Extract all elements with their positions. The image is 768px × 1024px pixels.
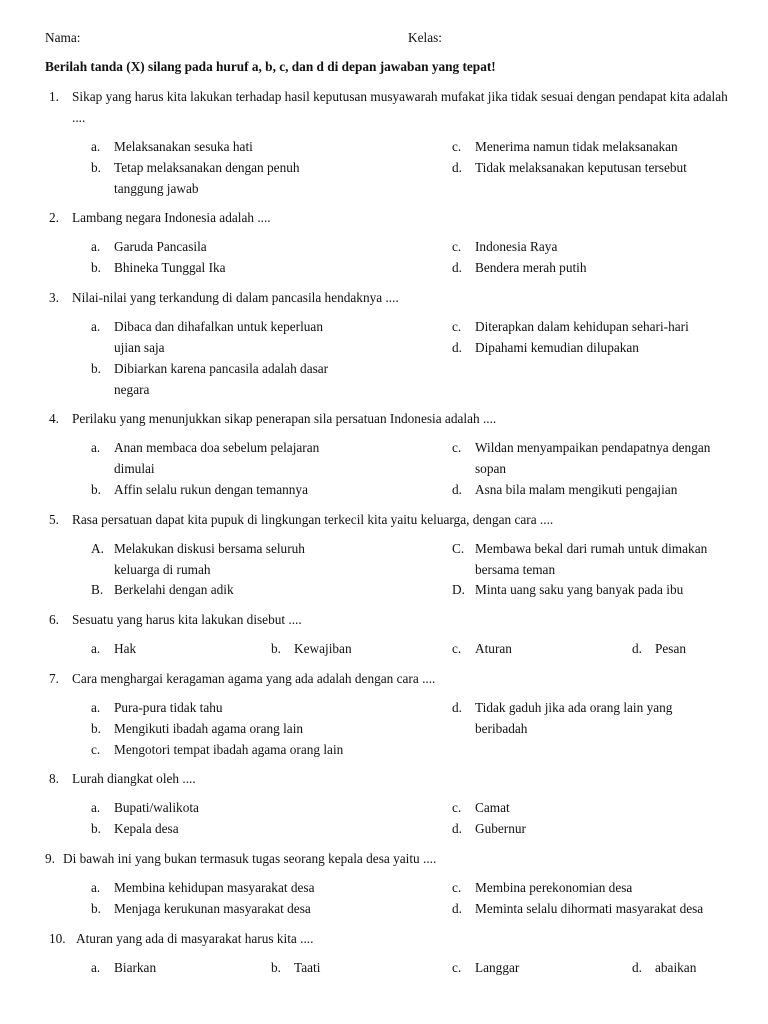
question-text: Di bawah ini yang bukan termasuk tugas seorang kepala desa yaitu ....: [63, 851, 437, 866]
option-label: b.: [91, 721, 101, 736]
question-text: Lurah diangkat oleh ....: [72, 771, 196, 786]
option-label: c.: [452, 440, 462, 455]
option-label: a.: [91, 239, 101, 254]
option-label: a.: [91, 641, 101, 656]
question-number: 8.: [49, 771, 59, 786]
option-label: c.: [452, 239, 462, 254]
option-label: D.: [452, 582, 465, 597]
option-text: Pesan: [655, 641, 687, 656]
option-label: C.: [452, 541, 465, 556]
option-label: d.: [452, 340, 462, 355]
option-text: Melakukan diskusi bersama seluruh keluarga di rumah: [114, 541, 305, 577]
question-number: 10.: [49, 931, 66, 946]
question-number: 7.: [49, 671, 59, 686]
option-text: Kewajiban: [294, 641, 352, 656]
option-label: a.: [91, 139, 101, 154]
option-text: Diterapkan dalam kehidupan sehari-hari: [475, 319, 689, 334]
option-text: Menjaga kerukunan masyarakat desa: [114, 901, 311, 916]
option-label: c.: [452, 800, 462, 815]
option-text: Mengikuti ibadah agama orang lain: [114, 721, 304, 736]
option-label: b.: [271, 960, 281, 975]
option-text: Berkelahi dengan adik: [114, 582, 234, 597]
option-text: Melaksanakan sesuka hati: [114, 139, 253, 154]
option-text: Tidak melaksanakan keputusan tersebut: [475, 160, 687, 175]
option-label: a.: [91, 440, 101, 455]
option-text: Kepala desa: [114, 821, 179, 836]
option-text: Membawa bekal dari rumah untuk dimakan bersama teman: [475, 541, 708, 577]
option-label: d.: [452, 482, 462, 497]
option-text: Dipahami kemudian dilupakan: [475, 340, 639, 355]
option-text: Wildan menyampaikan pendapatnya dengan sopan: [475, 440, 711, 476]
option-label: d.: [452, 260, 462, 275]
option-label: d.: [452, 901, 462, 916]
option-text: Indonesia Raya: [475, 239, 558, 254]
option-text: Dibiarkan karena pancasila adalah dasar negara: [114, 361, 329, 397]
option-text: Membina perekonomian desa: [475, 880, 633, 895]
option-label: b.: [91, 821, 101, 836]
question-text: Cara menghargai keragaman agama yang ada adalah dengan cara ....: [72, 671, 436, 686]
option-label: c.: [91, 742, 101, 757]
option-label: a.: [91, 880, 101, 895]
question-number: 1.: [49, 89, 59, 104]
option-label: b.: [271, 641, 281, 656]
question-text: Perilaku yang menunjukkan sikap penerapan sila persatuan Indonesia adalah ....: [72, 411, 497, 426]
option-label: b.: [91, 901, 101, 916]
kelas-label: Kelas:: [408, 30, 442, 45]
option-text: Dibaca dan dihafalkan untuk keperluan ujian saja: [114, 319, 323, 355]
option-label: a.: [91, 800, 101, 815]
option-text: Garuda Pancasila: [114, 239, 207, 254]
option-text: Menerima namun tidak melaksanakan: [475, 139, 678, 154]
option-label: a.: [91, 960, 101, 975]
nama-label: Nama:: [45, 30, 81, 45]
question-text: Sikap yang harus kita lakukan terhadap hasil keputusan musyawarah mufakat jika tidak sesuai dengan pendapat kita adalah ....: [72, 89, 728, 125]
question-number: 3.: [49, 290, 59, 305]
option-label: A.: [91, 541, 104, 556]
option-label: d.: [452, 160, 462, 175]
option-label: c.: [452, 319, 462, 334]
option-label: b.: [91, 160, 101, 175]
option-text: Hak: [114, 641, 137, 656]
instruction-text: Berilah tanda (X) silang pada huruf a, b, c, dan d di depan jawaban yang tepat!: [45, 59, 496, 74]
question-text: Rasa persatuan dapat kita pupuk di lingkungan terkecil kita yaitu keluarga, dengan cara ....: [72, 512, 554, 527]
option-label: b.: [91, 482, 101, 497]
option-label: c.: [452, 641, 462, 656]
option-label: b.: [91, 260, 101, 275]
option-text: Affin selalu rukun dengan temannya: [114, 482, 308, 497]
question-text: Nilai-nilai yang terkandung di dalam pancasila hendaknya ....: [72, 290, 399, 305]
question-number: 2.: [49, 210, 59, 225]
option-text: Aturan: [475, 641, 512, 656]
option-text: Bendera merah putih: [475, 260, 587, 275]
question-number: 9.: [45, 851, 55, 866]
option-label: c.: [452, 139, 462, 154]
option-label: d.: [452, 821, 462, 836]
option-text: Meminta selalu dihormati masyarakat desa: [475, 901, 704, 916]
option-text: abaikan: [655, 960, 697, 975]
question-number: 5.: [49, 512, 59, 527]
option-text: Gubernur: [475, 821, 526, 836]
option-text: Langgar: [475, 960, 520, 975]
option-text: Camat: [475, 800, 510, 815]
question-number: 6.: [49, 612, 59, 627]
option-text: Membina kehidupan masyarakat desa: [114, 880, 315, 895]
option-text: Bhineka Tunggal Ika: [114, 260, 226, 275]
option-label: a.: [91, 700, 101, 715]
option-label: d.: [632, 641, 642, 656]
option-text: Tidak gaduh jika ada orang lain yang beribadah: [475, 700, 673, 736]
option-label: c.: [452, 960, 462, 975]
option-text: Mengotori tempat ibadah agama orang lain: [114, 742, 344, 757]
option-label: b.: [91, 361, 101, 376]
option-label: B.: [91, 582, 104, 597]
option-text: Minta uang saku yang banyak pada ibu: [475, 582, 684, 597]
option-label: a.: [91, 319, 101, 334]
question-text: Lambang negara Indonesia adalah ....: [72, 210, 271, 225]
option-text: Bupati/walikota: [114, 800, 199, 815]
question-text: Aturan yang ada di masyarakat harus kita ....: [76, 931, 314, 946]
question-number: 4.: [49, 411, 59, 426]
option-text: Anan membaca doa sebelum pelajaran dimulai: [114, 440, 320, 476]
option-text: Tetap melaksanakan dengan penuh tanggung jawab: [114, 160, 300, 196]
option-text: Biarkan: [114, 960, 157, 975]
option-label: c.: [452, 880, 462, 895]
option-text: Asna bila malam mengikuti pengajian: [475, 482, 678, 497]
option-text: Taati: [294, 960, 321, 975]
option-text: Pura-pura tidak tahu: [114, 700, 223, 715]
question-text: Sesuatu yang harus kita lakukan disebut ....: [72, 612, 302, 627]
option-label: d.: [452, 700, 462, 715]
option-label: d.: [632, 960, 642, 975]
